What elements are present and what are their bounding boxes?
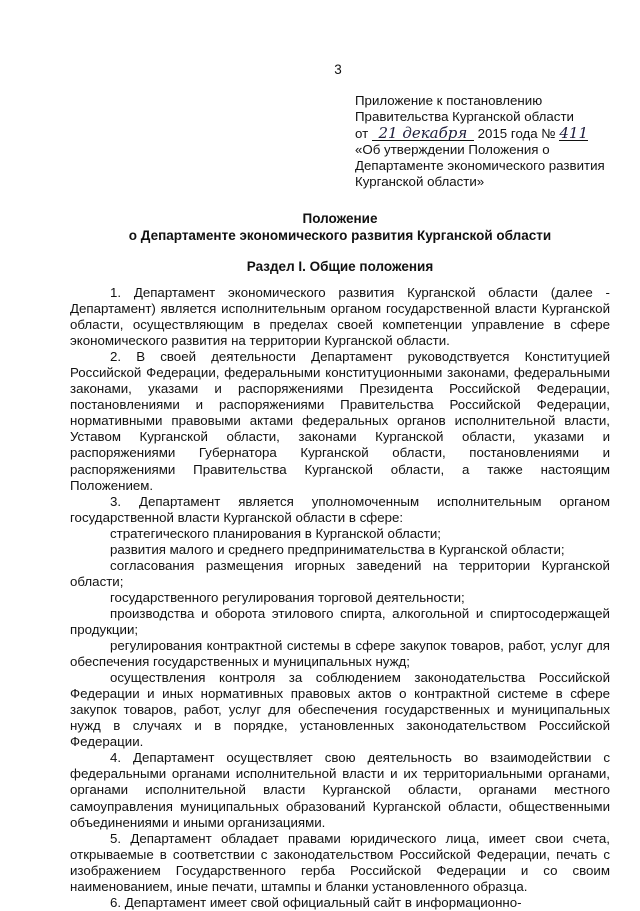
appendix-date-line [355, 123, 625, 142]
handwritten-number: 411 [559, 123, 589, 142]
date-prefix: от [355, 125, 369, 141]
list-item: согласования размещения игорных заведений на территории Курганской области; [70, 557, 610, 589]
paragraph-4: 4. Департамент осуществляет свою деятельность во взаимодействии с федеральными органами исполнительной власти и их территориальными органами, органами исполнительной власти Курганской области, органами местного самоуправления муниципальных образований Курганской области, общественными объединениями и иными организациями. [70, 750, 610, 830]
document-title [70, 210, 610, 244]
list-item: осуществления контроля за соблюдением законодательства Российской Федерации и иных нормативных правовых актов о контрактной системе в сфере закупок товаров, работ, услуг для обеспечения государственных и муниципальных нужд в случаях и в порядке, установленных законодательством Российской Федерации. [70, 670, 610, 750]
list-item: стратегического планирования в Курганской области; [110, 525, 441, 541]
paragraph-1: 1. Департамент экономического развития Курганской области (далее - Департамент) является исполнительным органом государственной власти Курганской области, осуществляющим в пределах своей компетенции управление в сфере экономического развития на территории Курганской области. [70, 285, 610, 349]
list-item: государственного регулирования торговой деятельности; [110, 589, 465, 605]
paragraph-5: 5. Департамент обладает правами юридического лица, имеет свои счета, открываемые в соответствии с законодательством Российской Федерации, печать с изображением Государственного герба Российской Федерации и со своим наименованием, иные печати, штампы и бланки установленного образца. [70, 830, 610, 894]
section-title: Раздел I. Общие положения [246, 259, 434, 274]
document-body [70, 285, 610, 911]
appendix-line-2: Правительства Курганской области [355, 109, 574, 125]
year-text: 2015 года № [477, 125, 556, 141]
handwritten-date: 21 декабря [372, 126, 474, 141]
list-item: производства и оборота этилового спирта, алкогольной и спиртосодержащей продукции; [70, 605, 610, 637]
list-item: регулирования контрактной системы в сфере закупок товаров, работ, услуг для обеспечения государственных и муниципальных нужд; [70, 638, 610, 670]
list-item: развития малого и среднего предпринимательства в Курганской области; [110, 541, 565, 557]
appendix-line-1: Приложение к постановлению [355, 93, 543, 108]
appendix-line-6: Курганской области» [355, 174, 485, 190]
page-number: 3 [334, 62, 342, 77]
title-line-1: Положение [302, 211, 378, 226]
appendix-line-5: Департаменте экономического развития [355, 158, 605, 174]
title-line-2: о Департаменте экономического развития Курганской области [128, 228, 552, 243]
paragraph-2: 2. В своей деятельности Департамент руководствуется Конституцией Российской Федерации, федеральными конституционными законами, федеральными законами, указами и распоряжениями Президента Российской Федерации, постановлениями и распоряжениями Правительства Российской Федерации, нормативными правовыми актами федеральных органов исполнительной власти, Уставом Курганской области, законами Курганской области, указами и распоряжениями Губернатора Курганской области, постановлениями и распоряжениями Правительства Курганской области, а также настоящим Положением. [70, 349, 610, 493]
appendix-line-4: «Об утверждении Положения о [355, 141, 550, 157]
paragraph-6: 6. Департамент имеет свой официальный сайт в информационно- [110, 894, 522, 910]
appendix-header [355, 93, 625, 191]
paragraph-3: 3. Департамент является уполномоченным исполнительным органом государственной власти Курганской области в сфере: [70, 493, 610, 525]
